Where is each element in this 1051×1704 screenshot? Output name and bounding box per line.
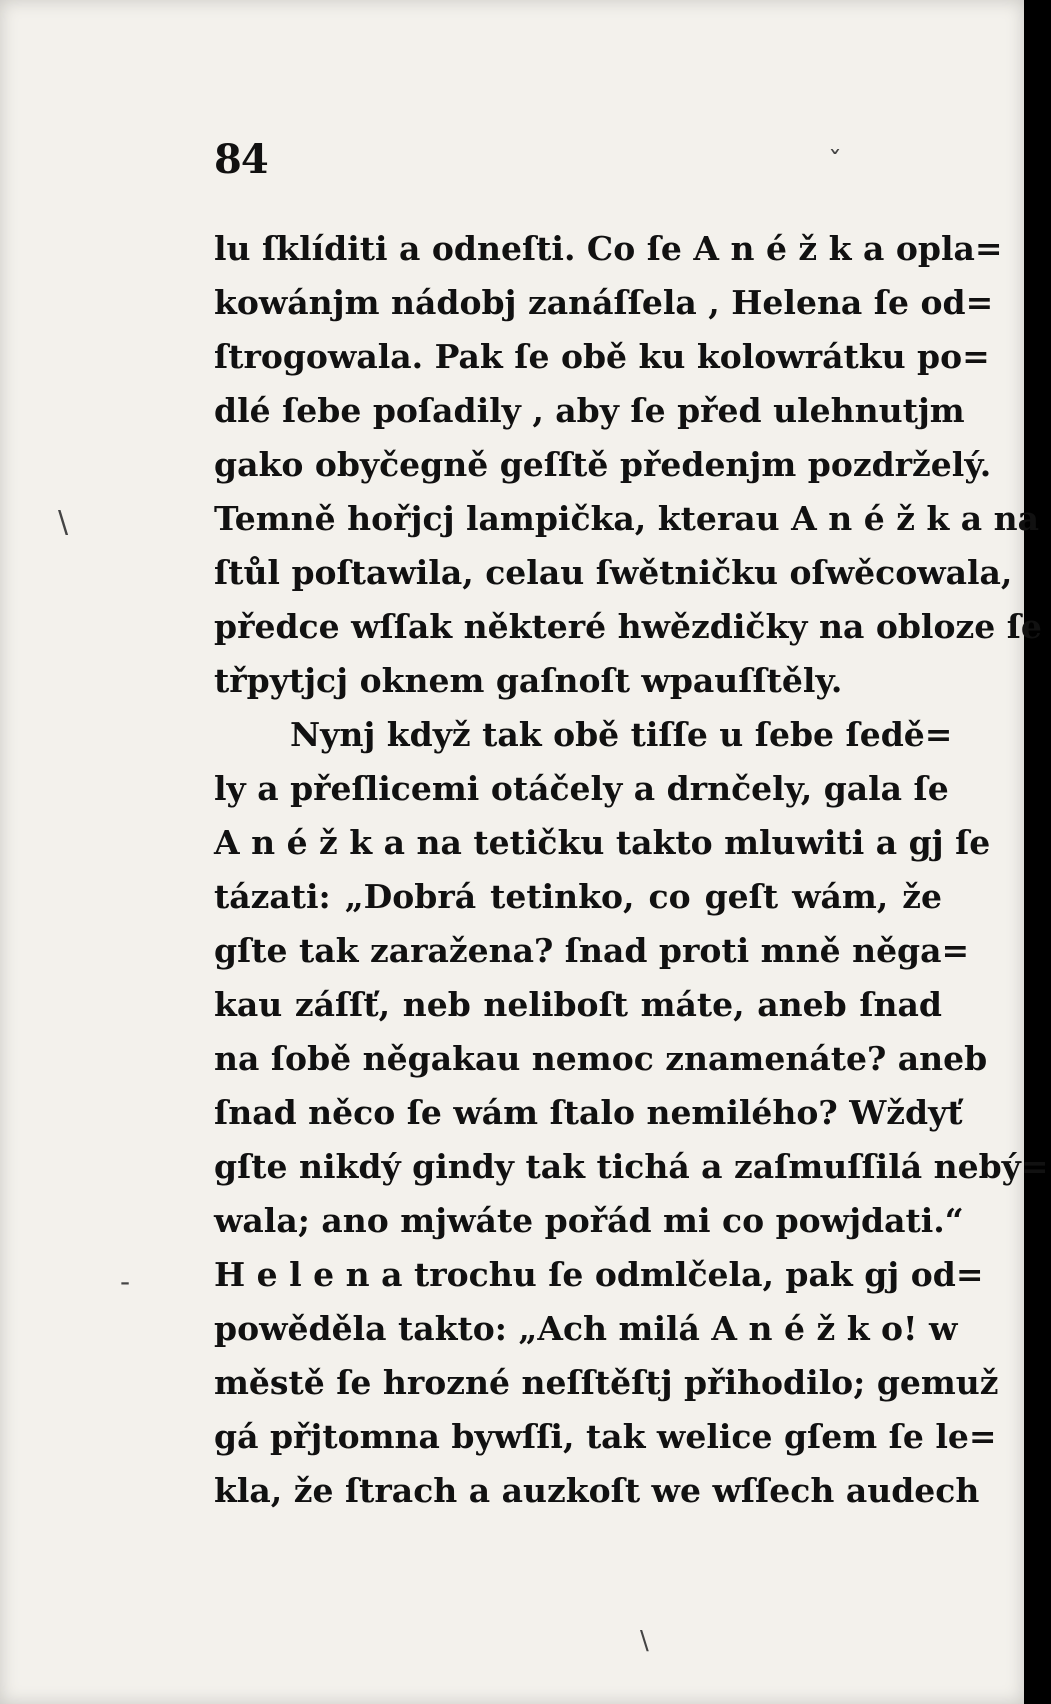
- text-line: gako obyčegně geſſtě předenjm pozdrželý.: [214, 445, 992, 484]
- text-line: powěděla takto: „Ach milá A n é ž k o! w: [214, 1309, 958, 1348]
- text-line: Nynj když tak obě tiſſe u ſebe ſedě=: [290, 715, 953, 754]
- text-line: třpytjcj oknem gaſnoſt wpauſſtěly.: [214, 661, 843, 700]
- text-line: kowánjm nádobj zanáſſela , Helena ſe od=: [214, 283, 994, 322]
- page-number: 84: [214, 136, 268, 183]
- margin-mark: -: [120, 1265, 131, 1298]
- ink-mark: \: [640, 1626, 649, 1656]
- text-line: gſte nikdý gindy tak tichá a zaſmuſſilá nebý=: [214, 1147, 1049, 1186]
- text-line: na ſobě něgakau nemoc znamenáte? aneb: [214, 1039, 988, 1078]
- text-line: gſte tak zaražena? ſnad proti mně něga=: [214, 931, 970, 970]
- text-line: ſnad něco ſe wám ſtalo nemilého? Wždyť: [214, 1093, 963, 1132]
- text-line: H e l e n a trochu ſe odmlčela, pak gj od=: [214, 1255, 984, 1294]
- text-line: lu ſklíditi a odneſti. Co ſe A n é ž k a opla=: [214, 229, 1003, 268]
- text-line: kla, že ſtrach a auzkoſt we wſſech audech: [214, 1471, 980, 1510]
- text-line: ly a přeſlicemi otáčely a drnčely, gala ſe: [214, 769, 949, 808]
- text-line: Temně hořjcj lampička, kterau A n é ž k a na: [214, 499, 1040, 538]
- text-line: ſtrogowala. Pak ſe obě ku kolowrátku po=: [214, 337, 990, 376]
- text-line: ſtůl poſtawila, celau ſwětničku oſwěcowala,: [214, 553, 1013, 592]
- text-line: A n é ž k a na tetičku takto mluwiti a gj ſe: [214, 823, 991, 862]
- text-line: tázati: „Dobrá tetinko, co geſt wám, že: [214, 877, 942, 916]
- ink-mark: ˇ: [828, 145, 842, 178]
- text-line: předce wſſak některé hwězdičky na obloze ſe: [214, 607, 1042, 646]
- body-text: [214, 222, 1049, 1518]
- margin-mark: \: [58, 505, 69, 540]
- text-line: městě ſe hrozné neſſtěſtj přihodilo; gemuž: [214, 1363, 999, 1402]
- text-line: wala; ano mjwáte pořád mi co powjdati.“: [214, 1201, 964, 1240]
- text-line: kau záſſť, neb neliboſt máte, aneb ſnad: [214, 985, 942, 1024]
- text-line: dlé ſebe poſadily , aby ſe před ulehnutjm: [214, 391, 965, 430]
- text-line: gá přjtomna bywſſi, tak welice gſem ſe le=: [214, 1417, 997, 1456]
